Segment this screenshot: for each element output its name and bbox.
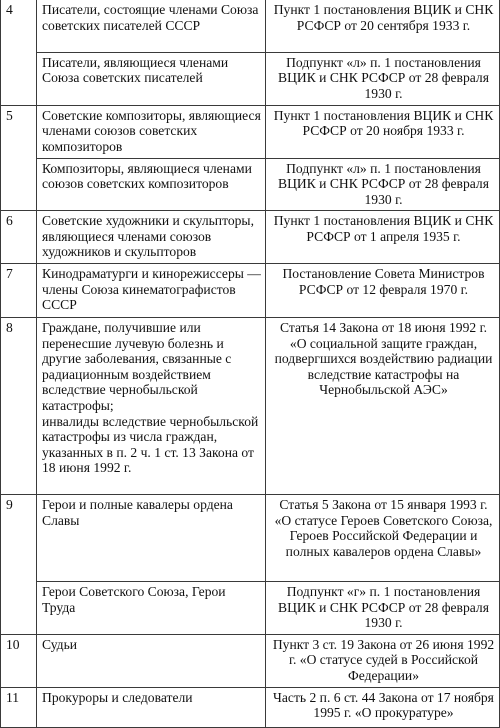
category-cell: Советские композиторы, являющиеся членами союзов советских композиторов <box>37 105 266 158</box>
table-body <box>1 0 500 727</box>
row-number: 4 <box>1 0 37 105</box>
row-number: 7 <box>1 264 37 318</box>
law-cell: Пункт 3 ст. 19 Закона от 26 июня 1992 г. «О статусе судей в Российской Федерации» <box>266 634 500 687</box>
table-row <box>1 52 500 105</box>
row-number: 11 <box>1 687 37 727</box>
category-cell: Судьи <box>37 634 266 687</box>
category-cell: Советские художники и скульпторы, являющиеся членами союзов художников и скульпторов <box>37 211 266 264</box>
row-number: 5 <box>1 105 37 211</box>
table-row <box>1 495 500 582</box>
category-cell: Кинодраматурги и кинорежиссеры — члены Союза кинематографистов СССР <box>37 264 266 318</box>
table-row <box>1 211 500 264</box>
table-row <box>1 105 500 158</box>
law-cell: Статья 14 Закона от 18 июня 1992 г. «О социальной защите граждан, подвергшихся воздействию радиации вследствие катастрофы на Чернобыльской АЭС» <box>266 318 500 495</box>
row-number: 9 <box>1 495 37 635</box>
table-row <box>1 0 500 52</box>
category-cell: Композиторы, являющиеся членами союзов советских композиторов <box>37 158 266 211</box>
table-row <box>1 687 500 727</box>
table-row <box>1 582 500 635</box>
row-number: 8 <box>1 318 37 495</box>
category-cell: Граждане, получившие или перенесшие лучевую болезнь и другие заболевания, связанные с радиационным воздействием вследствие чернобыльской катастрофы; инвалиды вследствие чернобыльской катастрофы из числа граждан, указанных в п. 2 ч. 1 ст. 13 Закона от 18 июня 1992 г. <box>37 318 266 495</box>
row-number: 10 <box>1 634 37 687</box>
law-cell: Пункт 1 постановления ВЦИК и СНК РСФСР от 20 сентября 1933 г. <box>266 0 500 52</box>
law-cell: Статья 5 Закона от 15 января 1993 г. «О статусе Героев Советского Союза, Героев Российской Федерации и полных кавалеров ордена Славы» <box>266 495 500 582</box>
law-cell: Часть 2 п. 6 ст. 44 Закона от 17 ноября 1995 г. «О прокуратуре» <box>266 687 500 727</box>
category-cell: Писатели, являющиеся членами Союза советских писателей <box>37 52 266 105</box>
row-number: 6 <box>1 211 37 264</box>
category-cell: Герои Советского Союза, Герои Труда <box>37 582 266 635</box>
law-cell: Пункт 1 постановления ВЦИК и СНК РСФСР от 20 ноября 1933 г. <box>266 105 500 158</box>
table-row <box>1 264 500 318</box>
law-cell: Подпункт «г» п. 1 постановления ВЦИК и СНК РСФСР от 28 февраля 1930 г. <box>266 582 500 635</box>
law-cell: Постановление Совета Министров РСФСР от 12 февраля 1970 г. <box>266 264 500 318</box>
table-row <box>1 634 500 687</box>
category-cell: Прокуроры и следователи <box>37 687 266 727</box>
law-cell: Подпункт «л» п. 1 постановления ВЦИК и СНК РСФСР от 28 февраля 1930 г. <box>266 52 500 105</box>
table-row <box>1 158 500 211</box>
category-cell: Герои и полные кавалеры ордена Славы <box>37 495 266 582</box>
table-row <box>1 318 500 495</box>
category-cell: Писатели, состоящие членами Союза советских писателей СССР <box>37 0 266 52</box>
law-cell: Подпункт «л» п. 1 постановления ВЦИК и СНК РСФСР от 28 февраля 1930 г. <box>266 158 500 211</box>
law-cell: Пункт 1 постановления ВЦИК и СНК РСФСР от 1 апреля 1935 г. <box>266 211 500 264</box>
